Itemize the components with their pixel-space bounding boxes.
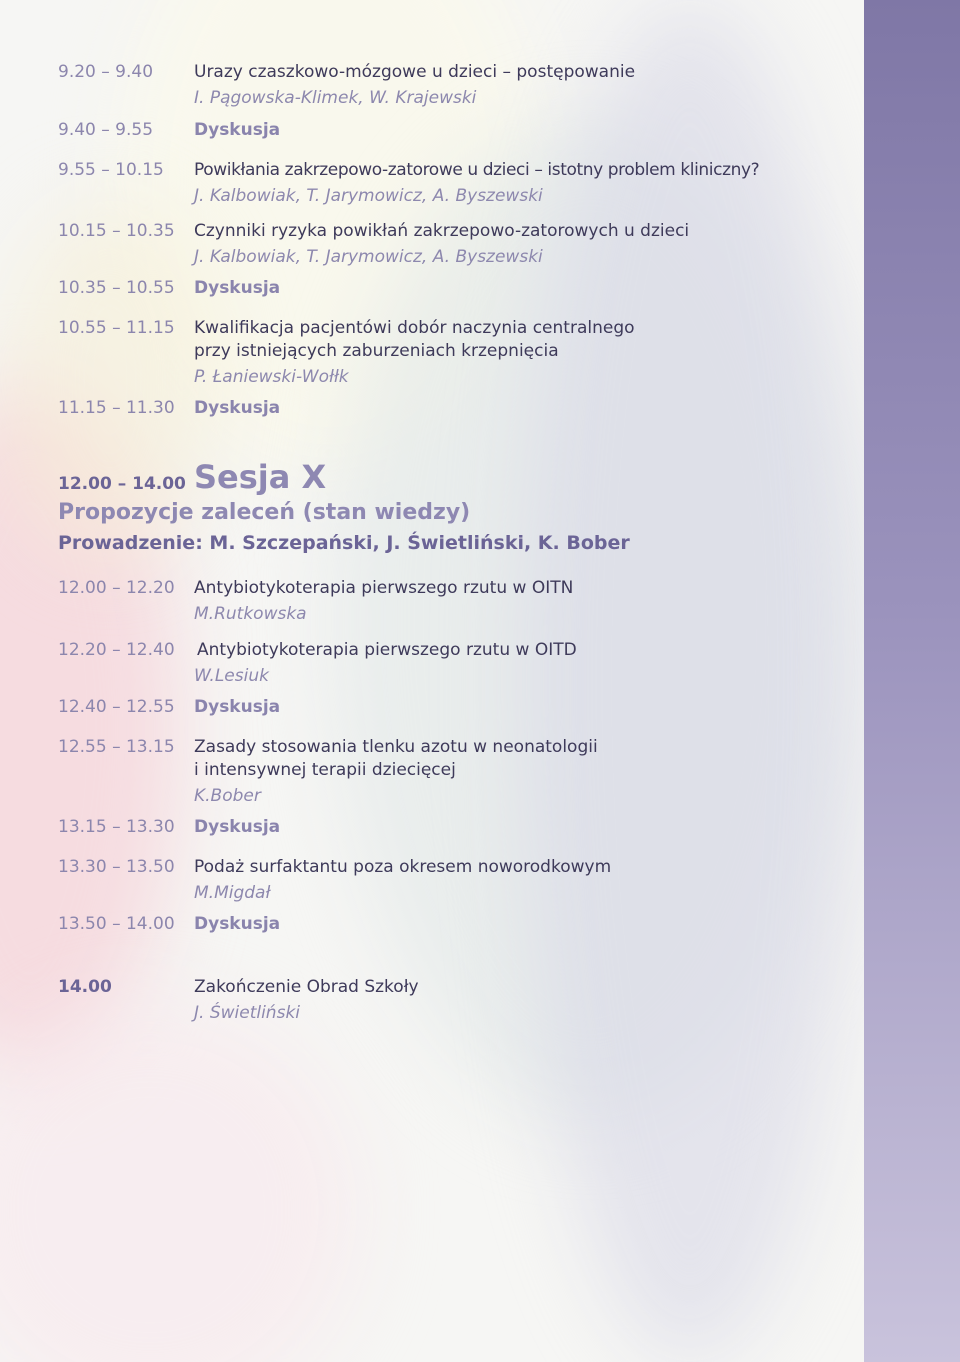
time-slot: 12.55 – 13.15 <box>58 737 175 757</box>
time-slot: 12.40 – 12.55 <box>58 697 175 717</box>
talk-authors: M.Migdał <box>194 883 271 903</box>
session-name: Sesja X <box>194 458 327 496</box>
talk-title: Kwalifikacja pacjentówi dobór naczynia centralnego <box>194 318 635 338</box>
time-slot: 10.55 – 11.15 <box>58 318 175 338</box>
time-slot: 10.15 – 10.35 <box>58 221 175 241</box>
talk-title: Powikłania zakrzepowo-zatorowe u dzieci – istotny problem kliniczny? <box>194 160 760 180</box>
talk-authors: J. Kalbowiak, T. Jarymowicz, A. Byszewski <box>194 186 543 206</box>
closing-time: 14.00 <box>58 977 112 997</box>
session-subtitle: Propozycje zaleceń (stan wiedzy) <box>58 500 471 525</box>
discussion-label: Dyskusja <box>194 278 281 298</box>
talk-authors: W.Lesiuk <box>194 666 269 686</box>
closing-title: Zakończenie Obrad Szkoły <box>194 977 419 997</box>
time-slot: 13.50 – 14.00 <box>58 914 175 934</box>
talk-title: Urazy czaszkowo-mózgowe u dzieci – postępowanie <box>194 62 636 82</box>
talk-authors: I. Pągowska-Klimek, W. Krajewski <box>194 88 477 108</box>
time-slot: 10.35 – 10.55 <box>58 278 175 298</box>
talk-title: i intensywnej terapii dziecięcej <box>194 760 456 780</box>
discussion-label: Dyskusja <box>194 120 281 140</box>
talk-title: Podaż surfaktantu poza okresem noworodkowym <box>194 857 612 877</box>
time-slot: 13.30 – 13.50 <box>58 857 175 877</box>
time-slot: 9.20 – 9.40 <box>58 62 154 82</box>
talk-title: Antybiotykoterapia pierwszego rzutu w OITN <box>194 578 574 598</box>
discussion-label: Dyskusja <box>194 817 281 837</box>
discussion-label: Dyskusja <box>194 697 281 717</box>
time-slot: 11.15 – 11.30 <box>58 398 175 418</box>
talk-title: przy istniejących zaburzeniach krzepnięcia <box>194 341 559 361</box>
discussion-label: Dyskusja <box>194 398 281 418</box>
talk-authors: P. Łaniewski-Wołłk <box>194 367 349 387</box>
closing-author: J. Świetliński <box>194 1003 301 1023</box>
talk-title: Czynniki ryzyka powikłań zakrzepowo-zatorowych u dzieci <box>194 221 690 241</box>
time-slot: 9.55 – 10.15 <box>58 160 164 180</box>
talk-title: Antybiotykoterapia pierwszego rzutu w OITD <box>197 640 577 660</box>
talk-title: Zasady stosowania tlenku azotu w neonatologii <box>194 737 598 757</box>
time-slot: 12.20 – 12.40 <box>58 640 175 660</box>
discussion-label: Dyskusja <box>194 914 281 934</box>
session-chairs: Prowadzenie: M. Szczepański, J. Świetliński, K. Bober <box>58 532 630 554</box>
time-slot: 9.40 – 9.55 <box>58 120 154 140</box>
time-slot: 12.00 – 12.20 <box>58 578 175 598</box>
talk-authors: K.Bober <box>194 786 261 806</box>
talk-authors: M.Rutkowska <box>194 604 307 624</box>
talk-authors: J. Kalbowiak, T. Jarymowicz, A. Byszewski <box>194 247 543 267</box>
session-time: 12.00 – 14.00 <box>58 474 186 494</box>
time-slot: 13.15 – 13.30 <box>58 817 175 837</box>
